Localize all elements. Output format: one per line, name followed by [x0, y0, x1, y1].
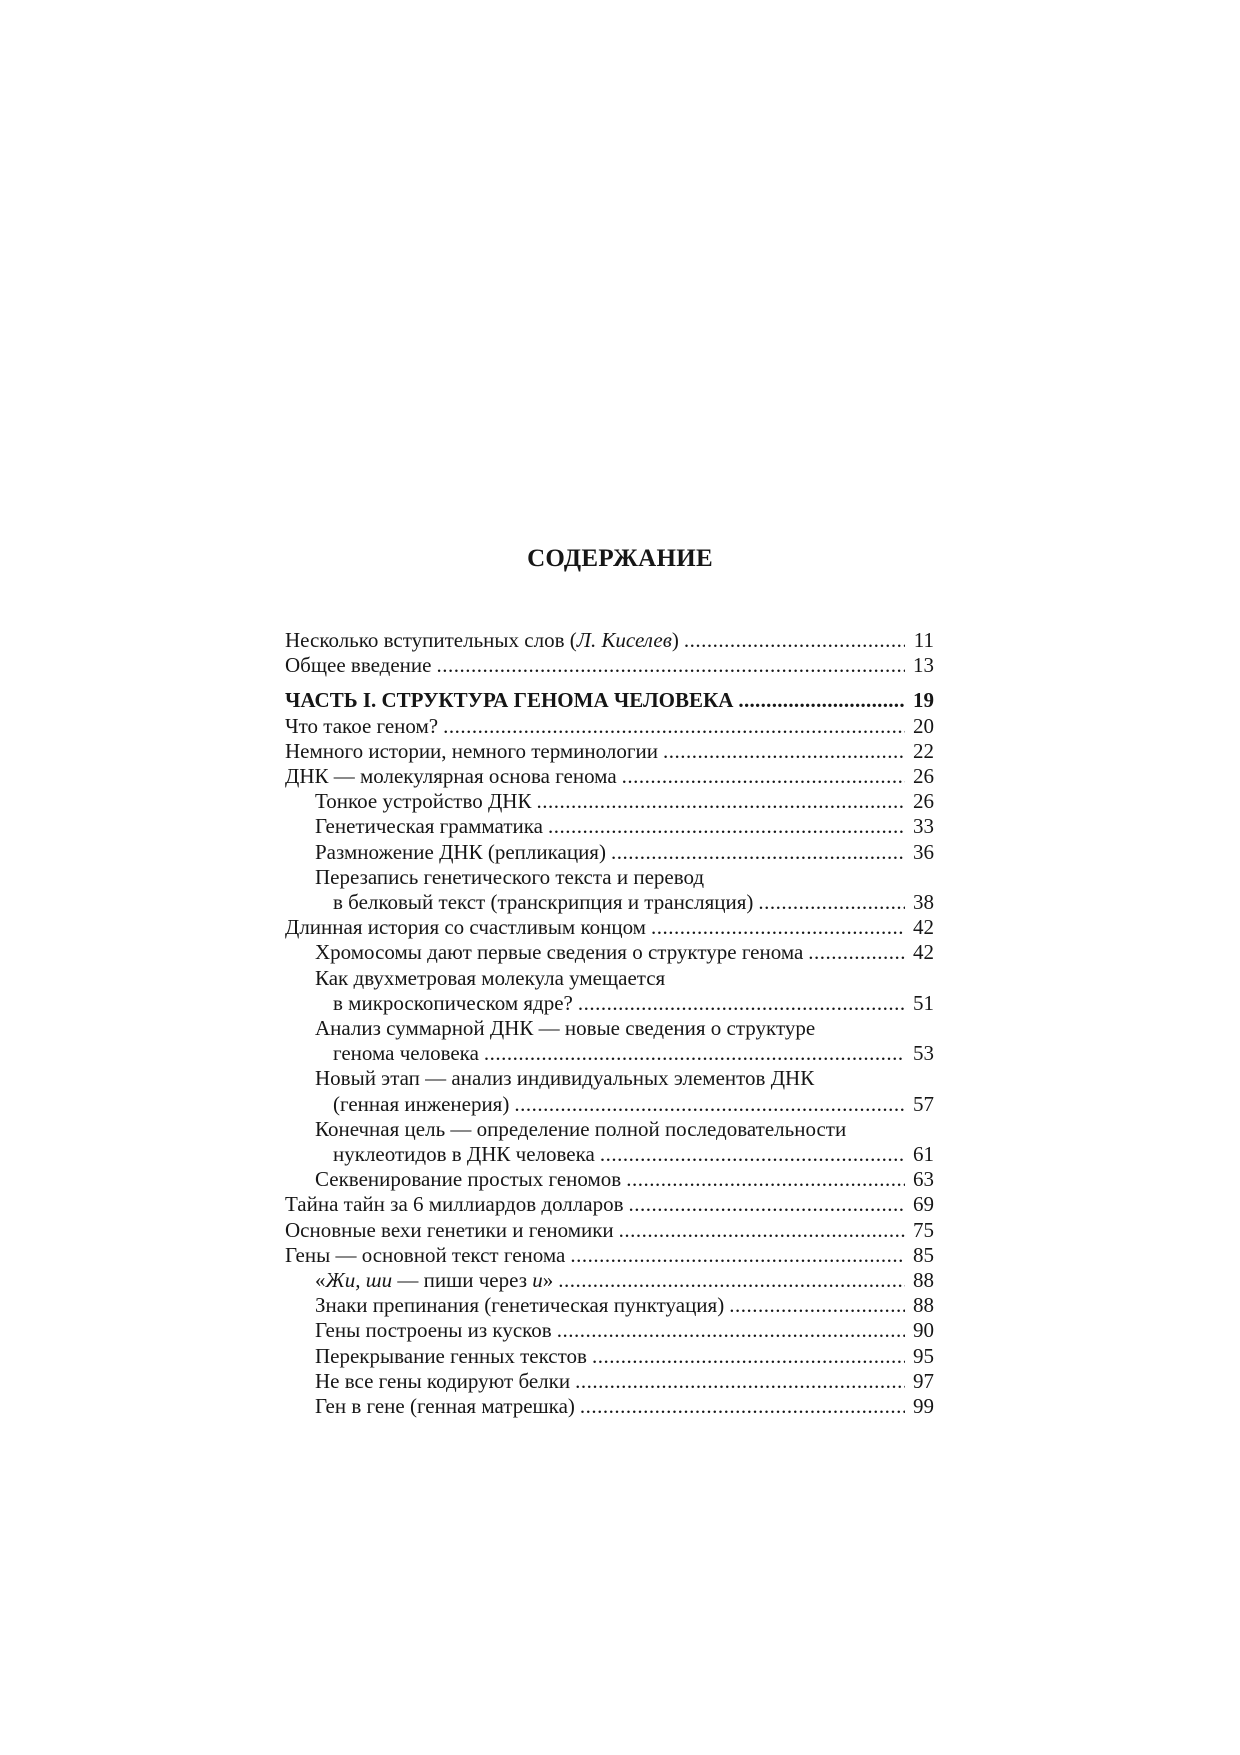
toc-entry-title: Секвенирование простых геномов: [315, 1167, 622, 1192]
dot-leader: [548, 814, 905, 839]
toc-entry-title-line: Конечная цель — определение полной последовательности: [315, 1116, 847, 1141]
toc-page-number: 36: [913, 839, 934, 864]
toc-page-number: 38: [913, 890, 934, 915]
toc-entry-line: [285, 653, 934, 678]
toc-entry-line: [315, 1167, 934, 1192]
toc-entry-title: [285, 628, 679, 653]
dot-leader: [575, 1369, 905, 1394]
toc-title-segment: «: [315, 1268, 326, 1293]
toc-page-number: 99: [913, 1394, 934, 1419]
dot-leader: [600, 1142, 905, 1167]
dot-leader: [558, 1268, 905, 1293]
toc-title-segment: »: [542, 1268, 554, 1293]
toc-page-number: 61: [913, 1142, 934, 1167]
toc-entry: [285, 789, 934, 814]
toc-entry-line: [285, 764, 934, 789]
toc-entry: [285, 764, 934, 789]
toc-page-number: 75: [913, 1217, 934, 1242]
toc-entry: [285, 653, 934, 678]
dot-leader: [729, 1293, 905, 1318]
toc-entry-title: Немного истории, немного терминологии: [285, 738, 658, 763]
toc-entry: [285, 814, 934, 839]
toc-entry-title-line: Как двухметровая молекула умещается: [315, 965, 666, 990]
toc-entry-line: [315, 1369, 934, 1394]
dot-leader: [580, 1394, 905, 1419]
dot-leader: [436, 653, 905, 678]
toc-entry: [285, 840, 934, 865]
toc-entry-line: [285, 688, 934, 713]
toc-entry-line: [315, 890, 934, 915]
toc-page-number: 51: [913, 990, 934, 1015]
dot-leader: [651, 915, 905, 940]
dot-leader: [684, 628, 905, 653]
toc-entry-line: [315, 840, 934, 865]
toc-entry: [285, 628, 934, 653]
toc-entry-line: [285, 1218, 934, 1243]
toc-entry-line: [315, 1092, 934, 1117]
toc-entry: [285, 714, 934, 739]
toc-page-number: 22: [913, 738, 934, 763]
page-title: СОДЕРЖАНИЕ: [527, 545, 713, 572]
toc-entry-title: генома человека: [333, 1041, 479, 1066]
toc-entry-title: ДНК — молекулярная основа генома: [285, 764, 617, 789]
dot-leader: [619, 1218, 905, 1243]
toc-page-number: 42: [913, 915, 934, 940]
dot-leader: [578, 991, 905, 1016]
toc-page-number: 88: [913, 1293, 934, 1318]
toc-entry-line: [315, 789, 934, 814]
toc-entry-title: ЧАСТЬ I. СТРУКТУРА ГЕНОМА ЧЕЛОВЕКА: [285, 688, 734, 713]
dot-leader: [443, 714, 905, 739]
toc-entry-line: [315, 1318, 934, 1343]
toc-page-number: 13: [913, 653, 934, 678]
toc-entry-title: в микроскопическом ядре?: [333, 990, 573, 1015]
toc-page-number: 53: [913, 1041, 934, 1066]
toc-entry-title: Тонкое устройство ДНК: [315, 789, 532, 814]
toc-entry-title: Гены — основной текст генома: [285, 1242, 566, 1267]
toc-entry: [285, 1268, 934, 1293]
toc-title-italic: Жи, ши: [325, 1268, 393, 1293]
toc-entry-line: [285, 628, 934, 653]
toc-entry-line: [315, 991, 934, 1016]
toc-entry-line: [285, 1192, 934, 1217]
toc-entry-title: Знаки препинания (генетическая пунктуация): [315, 1293, 725, 1318]
toc-entry-line: [315, 814, 934, 839]
toc-entry-title: (генная инженерия): [333, 1091, 510, 1116]
toc-entry-title: Тайна тайн за 6 миллиардов долларов: [285, 1192, 624, 1217]
toc-title-segment: — пиши через: [392, 1268, 533, 1293]
toc-entry-title-line: Анализ суммарной ДНК — новые сведения о структуре: [315, 1016, 816, 1041]
toc-title-segment: ): [671, 628, 679, 652]
toc-entry-title: Гены построены из кусков: [315, 1318, 552, 1343]
toc-entry-line: [285, 714, 934, 739]
toc-title-italic: Л. Киселев: [576, 628, 672, 652]
toc-page-number: 97: [913, 1368, 934, 1393]
toc-entry-title: в белковый текст (транскрипция и трансляция): [333, 890, 754, 915]
toc-page-number: 26: [913, 789, 934, 814]
dot-leader: [557, 1318, 905, 1343]
toc-entry-title: Основные вехи генетики и геномики: [285, 1217, 614, 1242]
dot-leader: [738, 688, 905, 713]
toc-page-number: 85: [913, 1242, 934, 1267]
toc-title-italic: и: [532, 1268, 543, 1293]
toc-entry: [285, 1293, 934, 1318]
toc-entry: [285, 1218, 934, 1243]
toc-entry: [285, 1016, 934, 1066]
toc-entry: [285, 1344, 934, 1369]
toc-entry-title: Перекрывание генных текстов: [315, 1343, 587, 1368]
toc-entry: [285, 739, 934, 764]
toc-entry-title: [315, 1268, 553, 1293]
toc-entry: [285, 915, 934, 940]
dot-leader: [808, 940, 905, 965]
toc-entry-title-line: Новый этап — анализ индивидуальных элементов ДНК: [315, 1066, 815, 1091]
toc-page-number: 95: [913, 1343, 934, 1368]
toc-page-number: 26: [913, 764, 934, 789]
toc-entry-title: Длинная история со счастливым концом: [285, 915, 646, 940]
toc-entry-title-line: Перезапись генетического текста и перевод: [315, 864, 705, 889]
toc-entry: [285, 1117, 934, 1167]
toc-entry-line: [285, 739, 934, 764]
toc-entry-line: [315, 1268, 934, 1293]
toc-entry-title: Не все гены кодируют белки: [315, 1368, 571, 1393]
dot-leader: [626, 1167, 905, 1192]
toc-entry-title: Ген в гене (генная матрешка): [315, 1394, 575, 1419]
toc-entry: [285, 1192, 934, 1217]
toc-entry: [285, 1066, 934, 1116]
toc-page-number: 42: [913, 940, 934, 965]
toc-entry: [285, 1394, 934, 1419]
toc-entry-line: [315, 1344, 934, 1369]
dot-leader: [611, 840, 905, 865]
toc-entry-title: Общее введение: [285, 653, 432, 678]
toc-entry-title: Хромосомы дают первые сведения о структуре генома: [315, 940, 804, 965]
toc-entry-title: Что такое геном?: [285, 713, 439, 738]
toc-entry-line: [315, 1041, 934, 1066]
dot-leader: [592, 1344, 905, 1369]
toc-entry: [285, 966, 934, 1016]
toc-entry: [285, 1369, 934, 1394]
toc-page-number: 57: [913, 1091, 934, 1116]
toc-entry: [285, 865, 934, 915]
toc-entry: [285, 1318, 934, 1343]
dot-leader: [758, 890, 905, 915]
toc-entry: [285, 940, 934, 965]
toc-page-number: 11: [913, 628, 934, 652]
table-of-contents: [285, 628, 934, 1419]
toc-page-number: 19: [913, 688, 934, 713]
toc-entry-line: [285, 1243, 934, 1268]
toc-entry-line: [315, 940, 934, 965]
dot-leader: [484, 1041, 905, 1066]
toc-page-number: 33: [913, 814, 934, 839]
toc-entry-title: Генетическая грамматика: [315, 814, 543, 839]
toc-page-number: 90: [913, 1318, 934, 1343]
toc-page-number: 20: [913, 713, 934, 738]
toc-title-segment: Несколько вступительных слов (: [285, 628, 577, 652]
toc-part-heading: [285, 688, 934, 713]
dot-leader: [663, 739, 905, 764]
toc-entry-line: [285, 915, 934, 940]
toc-entry-title: Размножение ДНК (репликация): [315, 839, 606, 864]
toc-page-number: 69: [913, 1192, 934, 1217]
toc-entry: [285, 1243, 934, 1268]
toc-entry-title: нуклеотидов в ДНК человека: [333, 1142, 595, 1167]
toc-entry-line: [315, 1293, 934, 1318]
toc-entry: [285, 1167, 934, 1192]
toc-page-number: 63: [913, 1167, 934, 1192]
dot-leader: [622, 764, 905, 789]
toc-entry-line: [315, 1394, 934, 1419]
toc-entry-line: [315, 1142, 934, 1167]
dot-leader: [536, 789, 905, 814]
dot-leader: [514, 1092, 905, 1117]
dot-leader: [570, 1243, 905, 1268]
toc-page-number: 88: [913, 1268, 934, 1293]
dot-leader: [629, 1192, 906, 1217]
